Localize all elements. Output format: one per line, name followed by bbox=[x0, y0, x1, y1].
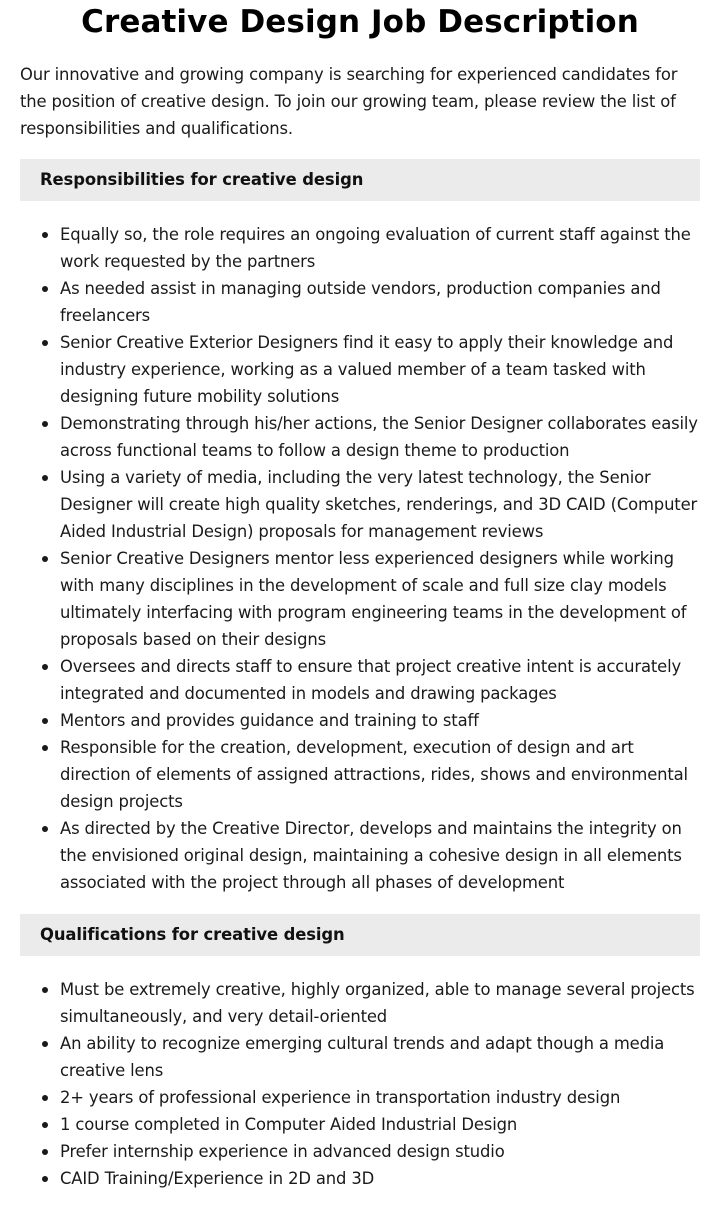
responsibilities-heading: Responsibilities for creative design bbox=[20, 159, 700, 201]
qualification-item: Must be extremely creative, highly organized, able to manage several projects simultaneously, and very detail-oriented bbox=[20, 976, 700, 1030]
intro-paragraph: Our innovative and growing company is searching for experienced candidates for the position of creative design. To join our growing team, please review the list of responsibilities and qualifications. bbox=[20, 65, 678, 138]
responsibility-item: Equally so, the role requires an ongoing evaluation of current staff against the work requested by the partners bbox=[20, 221, 700, 275]
qualification-item: Prefer internship experience in advanced design studio bbox=[20, 1138, 700, 1165]
qualifications-list bbox=[20, 976, 700, 1192]
responsibility-item: Mentors and provides guidance and training to staff bbox=[20, 707, 700, 734]
responsibility-item: As directed by the Creative Director, develops and maintains the integrity on the envisioned original design, maintaining a cohesive design in all elements associated with the project through all phases of development bbox=[20, 815, 700, 896]
responsibility-item: Responsible for the creation, development, execution of design and art direction of elements of assigned attractions, rides, shows and environmental design projects bbox=[20, 734, 700, 815]
qualification-item: 1 course completed in Computer Aided Industrial Design bbox=[20, 1111, 700, 1138]
page-title: Creative Design Job Description bbox=[81, 4, 639, 40]
responsibility-item: Senior Creative Designers mentor less experienced designers while working with many disciplines in the development of scale and full size clay models ultimately interfacing with program engineering teams in the development of proposals based on their designs bbox=[20, 545, 700, 653]
responsibilities-list bbox=[20, 221, 700, 896]
responsibility-item: Senior Creative Exterior Designers find it easy to apply their knowledge and industry experience, working as a valued member of a team tasked with designing future mobility solutions bbox=[20, 329, 700, 410]
qualification-item: CAID Training/Experience in 2D and 3D bbox=[20, 1165, 700, 1192]
responsibility-item: Demonstrating through his/her actions, the Senior Designer collaborates easily across functional teams to follow a design theme to production bbox=[20, 410, 700, 464]
responsibility-item: Oversees and directs staff to ensure that project creative intent is accurately integrated and documented in models and drawing packages bbox=[20, 653, 700, 707]
qualifications-heading: Qualifications for creative design bbox=[20, 914, 700, 956]
qualification-item: An ability to recognize emerging cultural trends and adapt though a media creative lens bbox=[20, 1030, 700, 1084]
qualification-item: 2+ years of professional experience in transportation industry design bbox=[20, 1084, 700, 1111]
responsibility-item: As needed assist in managing outside vendors, production companies and freelancers bbox=[20, 275, 700, 329]
responsibility-item: Using a variety of media, including the very latest technology, the Senior Designer will create high quality sketches, renderings, and 3D CAID (Computer Aided Industrial Design) proposals for management reviews bbox=[20, 464, 700, 545]
